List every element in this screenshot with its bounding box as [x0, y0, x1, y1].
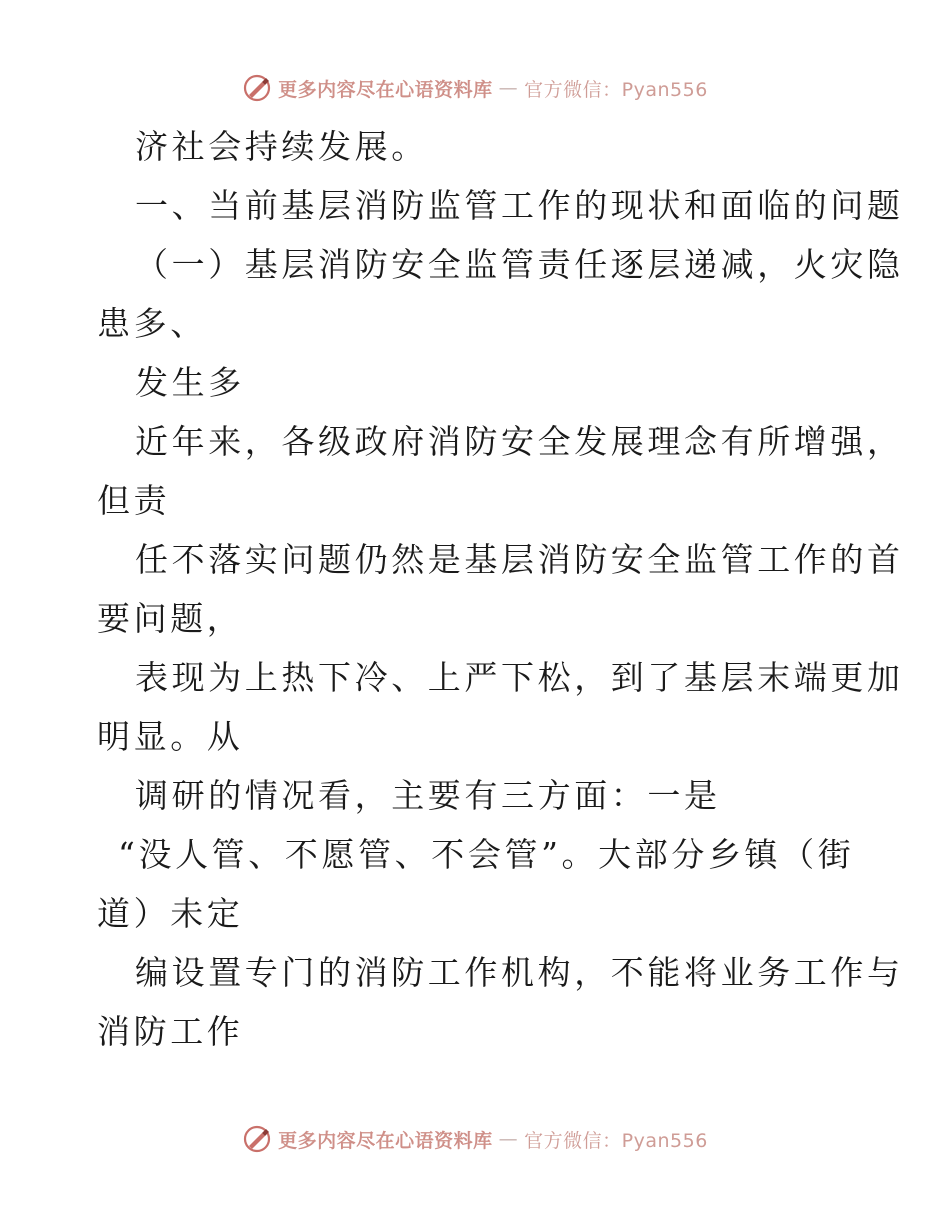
watermark-separator: —	[498, 77, 519, 99]
watermark-separator: —	[498, 1128, 519, 1150]
text-line: 道）未定	[97, 894, 244, 933]
text-line: 济社会持续发展。	[135, 127, 428, 166]
text-line: 近年来，各级政府消防安全发展理念有所增强，	[135, 422, 904, 461]
text-line: 患多、	[97, 304, 207, 343]
footer-watermark	[0, 1124, 950, 1154]
text-line: 但责	[97, 481, 171, 520]
text-line: 编设置专门的消防工作机构，不能将业务工作与	[135, 953, 904, 992]
watermark-wechat-text: 官方微信：Pyan556	[524, 78, 708, 101]
text-line: 任不落实问题仍然是基层消防安全监管工作的首	[135, 540, 904, 579]
watermark-main-text: 更多内容尽在心语资料库	[278, 1129, 493, 1152]
text-line: 明显。从	[97, 717, 244, 756]
section-heading: 一、当前基层消防监管工作的现状和面临的问题	[135, 186, 904, 225]
text-line: 消防工作	[97, 1012, 244, 1051]
text-line: 表现为上热下冷、上严下松，到了基层末端更加	[135, 658, 904, 697]
text-line: 发生多	[135, 363, 245, 402]
text-line: 要问题，	[97, 599, 244, 638]
pen-circle-logo-icon	[242, 73, 272, 103]
watermark-main-text: 更多内容尽在心语资料库	[278, 78, 493, 101]
header-watermark	[0, 73, 950, 103]
pen-circle-logo-icon	[242, 1124, 272, 1154]
text-line: 调研的情况看，主要有三方面：一是	[135, 776, 721, 815]
subsection-heading: （一）基层消防安全监管责任逐层递减，火灾隐	[135, 245, 904, 284]
text-line: “没人管、不愿管、不会管”。大部分乡镇（街	[118, 835, 855, 874]
watermark-wechat-text: 官方微信：Pyan556	[524, 1129, 708, 1152]
